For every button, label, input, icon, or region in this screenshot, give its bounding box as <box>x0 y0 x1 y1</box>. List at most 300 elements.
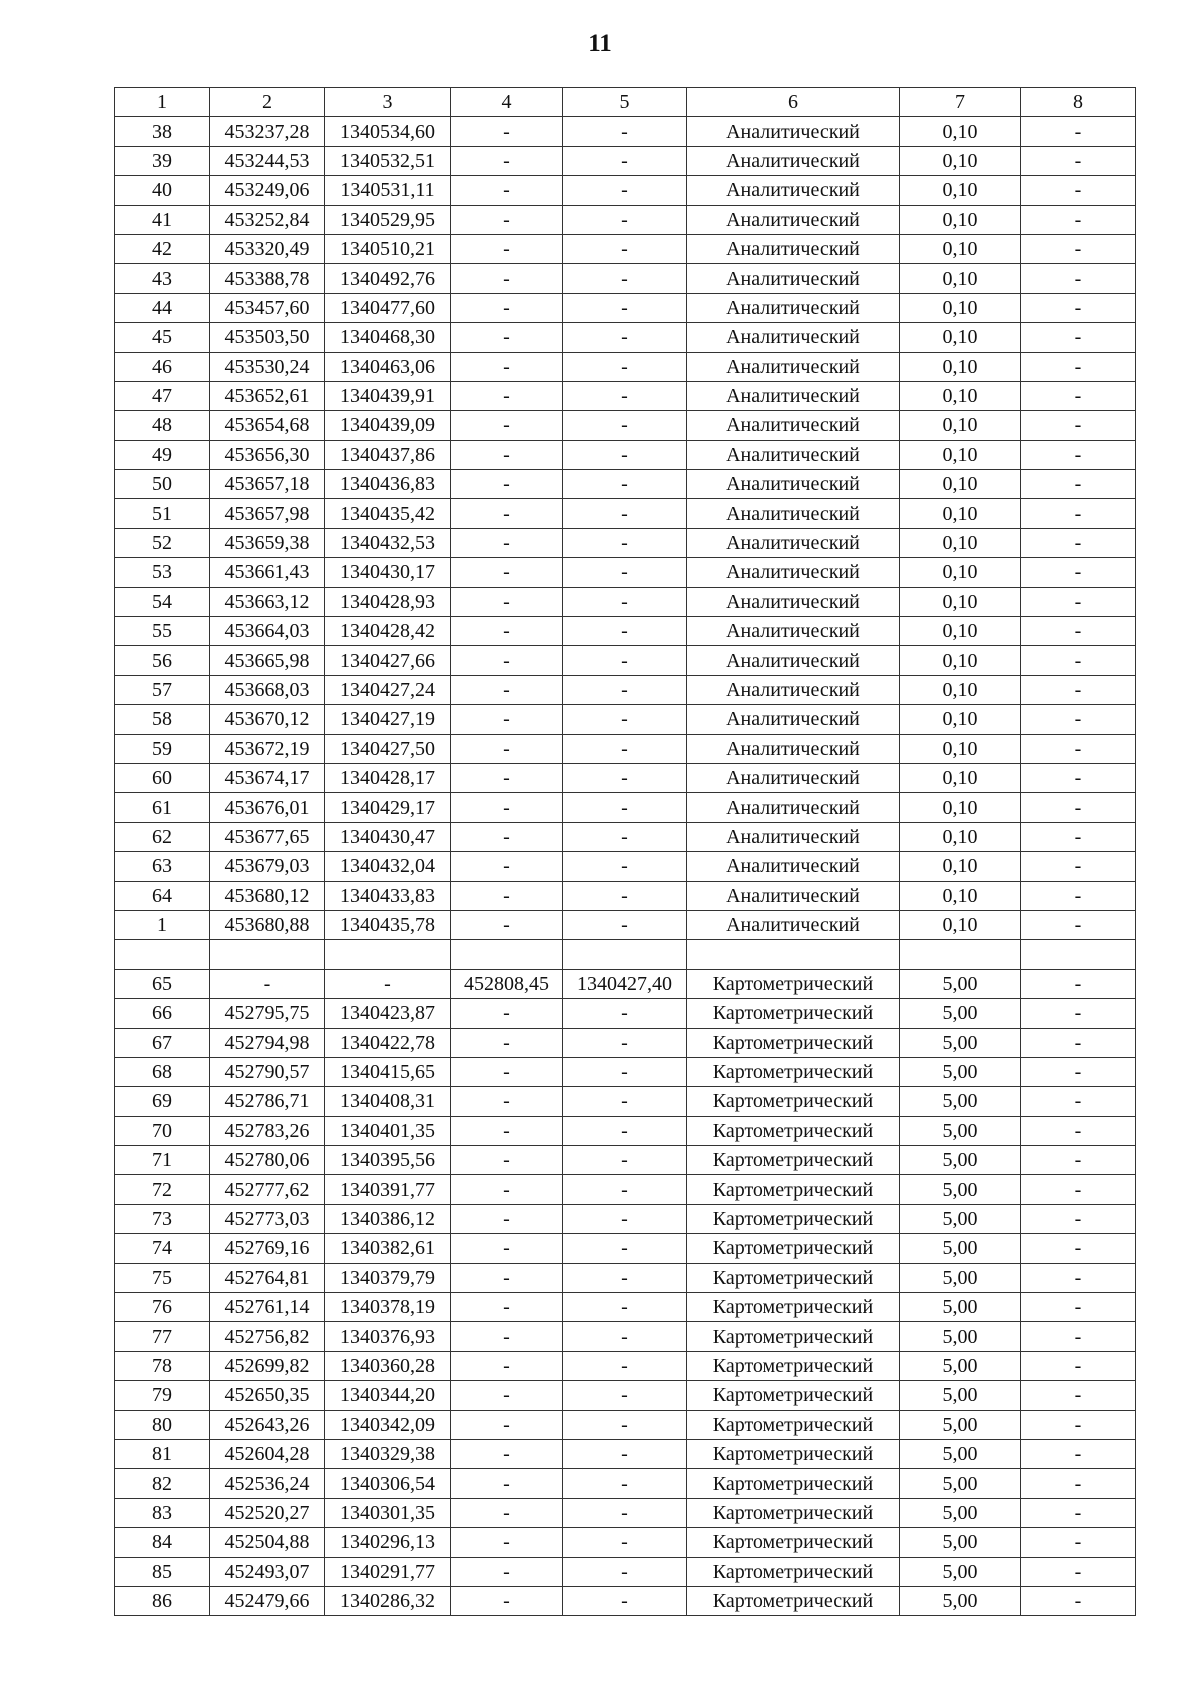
table-cell: 71 <box>115 1146 210 1175</box>
table-row <box>115 1057 1136 1086</box>
table-cell: 452504,88 <box>210 1528 325 1557</box>
table-cell: 0,10 <box>900 617 1021 646</box>
table-cell: - <box>1021 881 1136 910</box>
table-cell: - <box>451 411 563 440</box>
table-cell: - <box>451 734 563 763</box>
table-row <box>115 1293 1136 1322</box>
table-cell: 1340376,93 <box>325 1322 451 1351</box>
table-cell: - <box>451 1557 563 1586</box>
table-cell: - <box>563 1175 687 1204</box>
table-row <box>115 763 1136 792</box>
table-cell: Картометрический <box>687 1116 900 1145</box>
table-cell: 1340342,09 <box>325 1410 451 1439</box>
table-row <box>115 852 1136 881</box>
table-cell: 453664,03 <box>210 617 325 646</box>
table-cell: - <box>1021 675 1136 704</box>
table-cell: 85 <box>115 1557 210 1586</box>
table-cell: 453244,53 <box>210 146 325 175</box>
table-cell: 452643,26 <box>210 1410 325 1439</box>
table-cell: - <box>1021 499 1136 528</box>
table-row <box>115 440 1136 469</box>
table-cell: - <box>451 470 563 499</box>
table-cell: - <box>451 705 563 734</box>
table-row <box>115 234 1136 263</box>
table-cell: 5,00 <box>900 999 1021 1028</box>
table-cell: 453657,98 <box>210 499 325 528</box>
table-cell: - <box>563 528 687 557</box>
table-cell: - <box>563 293 687 322</box>
table-cell: 1340435,78 <box>325 910 451 939</box>
table-cell: 1340529,95 <box>325 205 451 234</box>
table-cell: - <box>563 910 687 939</box>
table-cell: 1340430,47 <box>325 822 451 851</box>
table-cell: - <box>451 234 563 263</box>
table-cell: - <box>451 1234 563 1263</box>
table-cell: Картометрический <box>687 1028 900 1057</box>
table-cell: 453249,06 <box>210 176 325 205</box>
table-cell: 453680,12 <box>210 881 325 910</box>
table-cell: - <box>563 264 687 293</box>
table-cell: - <box>1021 1293 1136 1322</box>
table-cell: 57 <box>115 675 210 704</box>
table-row <box>115 969 1136 998</box>
table-cell: - <box>563 881 687 910</box>
table-cell: 5,00 <box>900 1263 1021 1292</box>
table-cell: - <box>451 205 563 234</box>
table-cell: - <box>451 881 563 910</box>
table-cell: 1340296,13 <box>325 1528 451 1557</box>
table-cell: - <box>1021 763 1136 792</box>
table-cell: - <box>1021 617 1136 646</box>
column-header: 7 <box>900 88 1021 117</box>
table-cell: - <box>563 1028 687 1057</box>
table-cell: 77 <box>115 1322 210 1351</box>
table-row <box>115 1351 1136 1380</box>
table-cell: - <box>1021 646 1136 675</box>
table-cell: - <box>563 1057 687 1086</box>
table-cell: 453661,43 <box>210 558 325 587</box>
table-cell: - <box>451 1586 563 1615</box>
table-row <box>115 558 1136 587</box>
table-cell: 43 <box>115 264 210 293</box>
table-cell: 1340439,09 <box>325 411 451 440</box>
table-cell: - <box>451 1116 563 1145</box>
table-cell: - <box>563 587 687 616</box>
table-row <box>115 352 1136 381</box>
table-cell: 452650,35 <box>210 1381 325 1410</box>
table-cell: Аналитический <box>687 558 900 587</box>
table-cell: - <box>1021 969 1136 998</box>
table-cell: 80 <box>115 1410 210 1439</box>
table-cell: - <box>451 1439 563 1468</box>
table-cell: 1340395,56 <box>325 1146 451 1175</box>
table-cell: 1340427,24 <box>325 675 451 704</box>
table-cell: Аналитический <box>687 470 900 499</box>
table-cell: - <box>451 1175 563 1204</box>
table-cell: - <box>1021 470 1136 499</box>
column-header: 5 <box>563 88 687 117</box>
table-cell: Аналитический <box>687 910 900 939</box>
table-cell: 0,10 <box>900 558 1021 587</box>
table-cell: - <box>1021 1146 1136 1175</box>
table-cell: - <box>451 440 563 469</box>
table-cell: - <box>1021 1469 1136 1498</box>
table-cell: 1340439,91 <box>325 381 451 410</box>
table-cell: - <box>451 146 563 175</box>
table-cell: Аналитический <box>687 234 900 263</box>
table-cell: 1340427,50 <box>325 734 451 763</box>
table-cell: Картометрический <box>687 1351 900 1380</box>
table-cell: Картометрический <box>687 1322 900 1351</box>
table-cell: - <box>563 1528 687 1557</box>
table-cell: - <box>1021 999 1136 1028</box>
column-header: 1 <box>115 88 210 117</box>
table-cell: 0,10 <box>900 146 1021 175</box>
table-cell: 1340468,30 <box>325 323 451 352</box>
table-cell: - <box>451 1087 563 1116</box>
table-cell: 1340360,28 <box>325 1351 451 1380</box>
table-cell: - <box>1021 1322 1136 1351</box>
table-cell: 66 <box>115 999 210 1028</box>
table-cell: - <box>451 1410 563 1439</box>
coordinates-table <box>114 87 1136 1616</box>
table-cell: - <box>563 558 687 587</box>
table-cell: 0,10 <box>900 881 1021 910</box>
table-row <box>115 1234 1136 1263</box>
table-cell: - <box>451 793 563 822</box>
table-cell: - <box>451 763 563 792</box>
table-cell: - <box>563 852 687 881</box>
table-row <box>115 146 1136 175</box>
table-cell: 81 <box>115 1439 210 1468</box>
table-cell: 0,10 <box>900 646 1021 675</box>
table-cell: Картометрический <box>687 1204 900 1233</box>
table-cell: 1340428,93 <box>325 587 451 616</box>
table-row <box>115 176 1136 205</box>
table-cell: 1340408,31 <box>325 1087 451 1116</box>
table-cell: - <box>563 146 687 175</box>
table-cell: - <box>451 1028 563 1057</box>
table-cell: 1340532,51 <box>325 146 451 175</box>
table-cell: 5,00 <box>900 1351 1021 1380</box>
table-cell: 52 <box>115 528 210 557</box>
table-row <box>115 999 1136 1028</box>
table-cell: 1340423,87 <box>325 999 451 1028</box>
table-cell: Картометрический <box>687 1146 900 1175</box>
table-cell: Картометрический <box>687 1087 900 1116</box>
table-cell: Аналитический <box>687 176 900 205</box>
table-cell: - <box>1021 793 1136 822</box>
table-cell: - <box>451 1351 563 1380</box>
table-cell: Аналитический <box>687 705 900 734</box>
column-header: 8 <box>1021 88 1136 117</box>
table-cell: - <box>563 117 687 146</box>
table-cell: - <box>1021 822 1136 851</box>
table-cell: - <box>1021 1410 1136 1439</box>
table-cell: 453656,30 <box>210 440 325 469</box>
table-cell: - <box>1021 587 1136 616</box>
table-cell: Картометрический <box>687 1586 900 1615</box>
table-cell: - <box>451 1381 563 1410</box>
table-cell: 453672,19 <box>210 734 325 763</box>
table-row <box>115 822 1136 851</box>
table-cell: Картометрический <box>687 1263 900 1292</box>
table-cell: 453652,61 <box>210 381 325 410</box>
table-cell: - <box>1021 910 1136 939</box>
column-header: 4 <box>451 88 563 117</box>
table-row <box>115 1116 1136 1145</box>
table-cell: 72 <box>115 1175 210 1204</box>
table-cell: Аналитический <box>687 117 900 146</box>
table-cell: - <box>451 999 563 1028</box>
table-cell: 1340382,61 <box>325 1234 451 1263</box>
table-cell: 453663,12 <box>210 587 325 616</box>
table-cell: - <box>1021 176 1136 205</box>
table-cell: 1340379,79 <box>325 1263 451 1292</box>
table-cell: 453674,17 <box>210 763 325 792</box>
table-cell: - <box>1021 1028 1136 1057</box>
table-cell: Аналитический <box>687 793 900 822</box>
table-cell: 452783,26 <box>210 1116 325 1145</box>
table-cell: - <box>1021 117 1136 146</box>
table-cell: 453530,24 <box>210 352 325 381</box>
table-cell: - <box>451 1498 563 1527</box>
table-cell: 453457,60 <box>210 293 325 322</box>
table-cell: 453388,78 <box>210 264 325 293</box>
table-cell: 453670,12 <box>210 705 325 734</box>
table-cell: 1340301,35 <box>325 1498 451 1527</box>
table-cell: - <box>1021 1439 1136 1468</box>
table-cell: Аналитический <box>687 587 900 616</box>
table-cell: - <box>1021 440 1136 469</box>
table-cell: Картометрический <box>687 1439 900 1468</box>
table-cell: 452520,27 <box>210 1498 325 1527</box>
table-row <box>115 205 1136 234</box>
table-cell: 1 <box>115 910 210 939</box>
table-row <box>115 264 1136 293</box>
table-cell: 1340432,04 <box>325 852 451 881</box>
table-cell: 47 <box>115 381 210 410</box>
table-row <box>115 1469 1136 1498</box>
table-cell: - <box>1021 1351 1136 1380</box>
table-cell: - <box>1021 1498 1136 1527</box>
table-cell: 452479,66 <box>210 1586 325 1615</box>
table-cell: 5,00 <box>900 1057 1021 1086</box>
table-cell: Картометрический <box>687 969 900 998</box>
table-row <box>115 587 1136 616</box>
table-cell: 70 <box>115 1116 210 1145</box>
table-cell: Аналитический <box>687 381 900 410</box>
table-cell: 5,00 <box>900 1204 1021 1233</box>
table-cell: Картометрический <box>687 1381 900 1410</box>
table-cell: - <box>1021 1234 1136 1263</box>
table-cell: 38 <box>115 117 210 146</box>
table-cell: - <box>1021 1381 1136 1410</box>
table-row <box>115 470 1136 499</box>
table-row <box>115 1204 1136 1233</box>
table-row <box>115 1498 1136 1527</box>
table-cell: 1340427,40 <box>563 969 687 998</box>
page-number: 11 <box>588 30 612 57</box>
table-cell: - <box>451 293 563 322</box>
table-cell: 1340428,42 <box>325 617 451 646</box>
table-cell: 42 <box>115 234 210 263</box>
table-cell: 0,10 <box>900 234 1021 263</box>
table-cell: - <box>1021 205 1136 234</box>
table-cell: - <box>451 1528 563 1557</box>
table-cell: 83 <box>115 1498 210 1527</box>
table-cell: - <box>451 117 563 146</box>
table-cell: - <box>1021 705 1136 734</box>
table-row <box>115 910 1136 939</box>
table-cell: Картометрический <box>687 1498 900 1527</box>
table-cell: Картометрический <box>687 1410 900 1439</box>
table-cell: 0,10 <box>900 763 1021 792</box>
table-cell: - <box>451 264 563 293</box>
table-cell: 452764,81 <box>210 1263 325 1292</box>
table-body <box>115 117 1136 1616</box>
table-cell: - <box>563 1586 687 1615</box>
table-cell: 452777,62 <box>210 1175 325 1204</box>
table-cell: 452536,24 <box>210 1469 325 1498</box>
table-cell: 5,00 <box>900 1322 1021 1351</box>
table-row <box>115 1557 1136 1586</box>
table-cell: 82 <box>115 1469 210 1498</box>
table-cell: 69 <box>115 1087 210 1116</box>
table-cell: - <box>451 1204 563 1233</box>
table-cell: 0,10 <box>900 264 1021 293</box>
table-cell: - <box>1021 1087 1136 1116</box>
table-cell: Аналитический <box>687 264 900 293</box>
table-cell: 59 <box>115 734 210 763</box>
table-cell: 1340429,17 <box>325 793 451 822</box>
table-cell: 0,10 <box>900 587 1021 616</box>
table-cell: - <box>451 1469 563 1498</box>
table-cell: - <box>451 1146 563 1175</box>
table-cell: 40 <box>115 176 210 205</box>
table-cell: 5,00 <box>900 1586 1021 1615</box>
table-cell: 0,10 <box>900 293 1021 322</box>
table-cell: - <box>1021 734 1136 763</box>
table-cell <box>325 940 451 969</box>
table-cell: 54 <box>115 587 210 616</box>
table-cell: 453657,18 <box>210 470 325 499</box>
table-cell: - <box>1021 1528 1136 1557</box>
table-row <box>115 293 1136 322</box>
table-cell: - <box>563 1087 687 1116</box>
table-cell: - <box>563 234 687 263</box>
table-cell: 1340401,35 <box>325 1116 451 1145</box>
table-cell: - <box>1021 1586 1136 1615</box>
table-cell: - <box>563 1381 687 1410</box>
table-cell: 65 <box>115 969 210 998</box>
table-cell: - <box>1021 1557 1136 1586</box>
table-cell: - <box>451 587 563 616</box>
table-cell: 1340435,42 <box>325 499 451 528</box>
table-cell: 1340432,53 <box>325 528 451 557</box>
table-cell: Картометрический <box>687 1557 900 1586</box>
table-cell: 44 <box>115 293 210 322</box>
table-cell: - <box>563 1146 687 1175</box>
table-cell: - <box>563 999 687 1028</box>
table-cell: - <box>563 440 687 469</box>
table-row <box>115 499 1136 528</box>
table-cell: - <box>563 323 687 352</box>
table-cell: 45 <box>115 323 210 352</box>
table-cell: Картометрический <box>687 1528 900 1557</box>
table-cell: Аналитический <box>687 881 900 910</box>
table-cell: Картометрический <box>687 1175 900 1204</box>
table-row <box>115 1381 1136 1410</box>
table-cell: 452790,57 <box>210 1057 325 1086</box>
table-row <box>115 617 1136 646</box>
table-cell: 5,00 <box>900 1410 1021 1439</box>
table-cell: - <box>563 675 687 704</box>
table-cell: 452756,82 <box>210 1322 325 1351</box>
table-cell: 51 <box>115 499 210 528</box>
table-cell: 5,00 <box>900 1381 1021 1410</box>
table-cell: 453503,50 <box>210 323 325 352</box>
table-cell: Аналитический <box>687 323 900 352</box>
table-cell: 1340463,06 <box>325 352 451 381</box>
table-row <box>115 1263 1136 1292</box>
table-cell: 1340427,19 <box>325 705 451 734</box>
table-cell: - <box>563 499 687 528</box>
table-cell: 5,00 <box>900 1234 1021 1263</box>
table-cell: 67 <box>115 1028 210 1057</box>
column-header: 2 <box>210 88 325 117</box>
table-cell: Картометрический <box>687 1057 900 1086</box>
table-cell: 0,10 <box>900 675 1021 704</box>
table-row <box>115 117 1136 146</box>
table-cell: 5,00 <box>900 1146 1021 1175</box>
table-cell: 86 <box>115 1586 210 1615</box>
column-header: 3 <box>325 88 451 117</box>
table-cell: - <box>563 470 687 499</box>
table-row <box>115 528 1136 557</box>
table-cell: 5,00 <box>900 1469 1021 1498</box>
table-cell: - <box>563 1293 687 1322</box>
table-cell: - <box>451 675 563 704</box>
table-row <box>115 1410 1136 1439</box>
table-row <box>115 381 1136 410</box>
table-cell: - <box>1021 1175 1136 1204</box>
table-cell: 5,00 <box>900 1293 1021 1322</box>
table-cell: - <box>1021 293 1136 322</box>
table-cell: - <box>1021 852 1136 881</box>
table-cell: 0,10 <box>900 499 1021 528</box>
table-cell: Аналитический <box>687 293 900 322</box>
table-row <box>115 1087 1136 1116</box>
table-cell: 0,10 <box>900 852 1021 881</box>
table-row <box>115 881 1136 910</box>
table-cell: 0,10 <box>900 822 1021 851</box>
table-cell: 1340492,76 <box>325 264 451 293</box>
table-cell: 46 <box>115 352 210 381</box>
table-row <box>115 734 1136 763</box>
table-cell: Аналитический <box>687 734 900 763</box>
table-cell: - <box>563 1469 687 1498</box>
table-cell: 453680,88 <box>210 910 325 939</box>
table-cell: 78 <box>115 1351 210 1380</box>
table-cell: - <box>451 352 563 381</box>
table-cell: - <box>563 176 687 205</box>
table-cell: - <box>451 852 563 881</box>
table-cell: - <box>1021 411 1136 440</box>
table-cell: 64 <box>115 881 210 910</box>
table-cell: - <box>451 910 563 939</box>
table-cell: Аналитический <box>687 352 900 381</box>
